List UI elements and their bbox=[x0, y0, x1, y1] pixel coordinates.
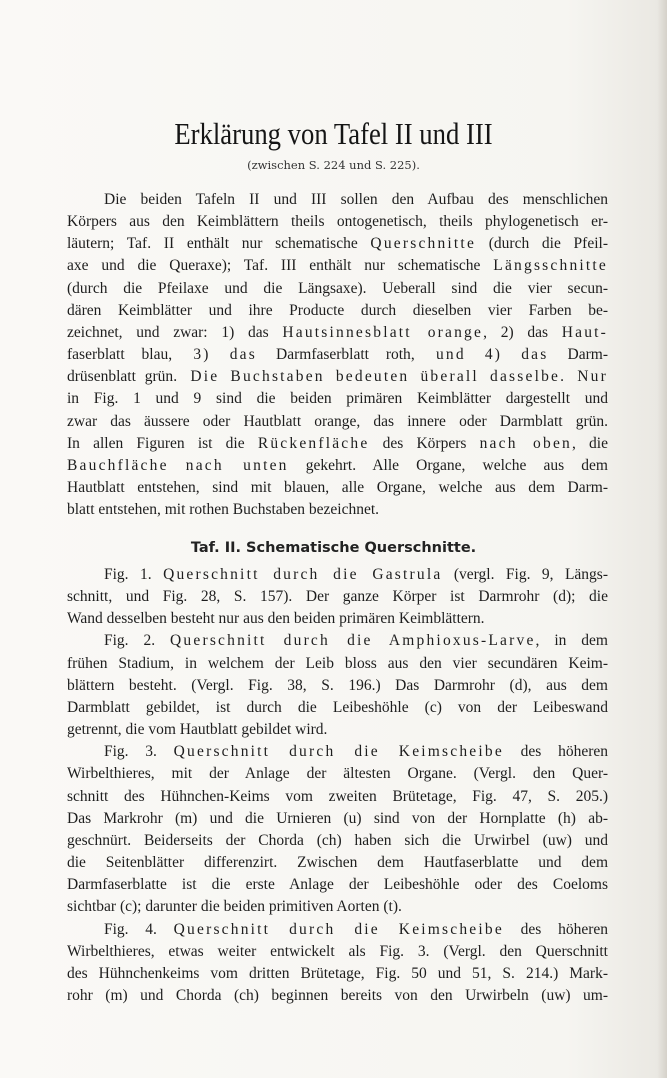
text-segment: schnitt, und Fig. 28, S. 157). Der ganze Körper ist Darmrohr (d); die bbox=[67, 588, 608, 606]
text-segment: in Fig. 1 und 9 sind die beiden primären Keimblätter dargestellt und bbox=[67, 390, 608, 408]
text-segment: , 2) das bbox=[483, 323, 562, 341]
text-line bbox=[67, 411, 608, 433]
spaced-text: Querschnitt durch die Gastrula bbox=[163, 566, 443, 583]
text-segment: Fig. 3. bbox=[104, 743, 174, 761]
text-segment: getrennt, die vom Hautblatt gebildet wird. bbox=[67, 721, 328, 739]
spaced-text: Bauchfläche bbox=[67, 456, 169, 474]
text-segment: geschnürt. Beiderseits der Chorda (ch) haben sich die Urwirbel (uw) und bbox=[67, 831, 608, 849]
text-line bbox=[67, 455, 608, 477]
text-segment: (durch die Pfeil- bbox=[476, 235, 608, 253]
text-segment: , in dem bbox=[535, 632, 608, 650]
page-title: Erklärung von Tafel II und III bbox=[174, 116, 493, 151]
spaced-text: Längsschnitte bbox=[493, 257, 608, 275]
text-segment: (durch die Pfeilaxe und die Längsaxe). Ueberall sind die vier secun- bbox=[67, 279, 608, 297]
text-segment: axe und die Queraxe); Taf. III enthält nur schematische bbox=[67, 257, 494, 275]
text-segment: des höheren bbox=[503, 920, 608, 938]
text-line bbox=[67, 278, 608, 300]
text-segment: Darmblatt gebildet, ist durch die Leibeshöhle (c) von der Leibeswand bbox=[67, 698, 608, 716]
text-segment: Die beiden Tafeln II und III sollen den Aufbau des menschlichen bbox=[104, 191, 608, 208]
text-segment: dären Keimblätter und ihre Producte durch dieselben vier Farben be- bbox=[67, 301, 608, 319]
text-line bbox=[67, 741, 608, 763]
text-line bbox=[67, 830, 608, 852]
spaced-text: Querschnitt durch die Keimscheibe bbox=[173, 743, 504, 761]
text-segment: blättern besteht. (Vergl. Fig. 38, S. 196.) Das Darmrohr (d), aus dem bbox=[67, 676, 608, 694]
text-line bbox=[67, 675, 608, 697]
text-line bbox=[67, 477, 608, 499]
spaced-text: Hautsinnesblatt orange bbox=[282, 323, 484, 341]
spaced-text: , und 4) das bbox=[410, 346, 568, 364]
text-line bbox=[67, 300, 608, 322]
text-segment: faserblatt blau bbox=[67, 346, 169, 364]
text-segment: die Seitenblätter differenzirt. Zwischen dem Hautfaserblatte und dem bbox=[67, 854, 608, 872]
text-line bbox=[67, 586, 608, 608]
text-line bbox=[67, 233, 608, 255]
text-segment: Körpers aus den Keimblättern theils ontogenetisch, theils phylogenetisch er- bbox=[67, 213, 608, 231]
text-line bbox=[67, 255, 608, 277]
text-line bbox=[67, 322, 608, 344]
text-line bbox=[67, 211, 608, 233]
text-segment: Darmfaserblatte ist die erste Anlage der Leibeshöhle oder des Coeloms bbox=[67, 876, 608, 894]
text-line bbox=[67, 874, 608, 896]
text-line bbox=[67, 366, 608, 388]
text-segment: Darm- bbox=[567, 346, 608, 364]
text-segment: (vergl. Fig. 9, Längs- bbox=[442, 566, 609, 583]
text-segment: gekehrt. Alle Organe, welche aus dem bbox=[288, 456, 608, 474]
spaced-text: Haut- bbox=[561, 323, 609, 341]
section-heading: Taf. II. Schematische Querschnitte. bbox=[190, 540, 477, 556]
text-segment: zwar das äussere oder Hautblatt orange, das innere oder Darmblatt grün. bbox=[67, 412, 608, 430]
text-line bbox=[67, 499, 608, 521]
spaced-text: , 3) das bbox=[168, 346, 277, 364]
text-line bbox=[67, 189, 608, 211]
text-line bbox=[67, 608, 608, 630]
text-line bbox=[67, 896, 608, 918]
text-segment: läutern; Taf. II enthält nur schematische bbox=[67, 235, 371, 253]
text-segment: Wand desselben besteht nur aus den beiden primären Keimblättern. bbox=[67, 610, 485, 628]
text-segment: Fig. 2. bbox=[104, 632, 171, 650]
text-line bbox=[67, 852, 608, 874]
text-segment: rohr (m) und Chorda (ch) beginnen bereits von den Urwirbeln (uw) um- bbox=[67, 986, 608, 1004]
text-segment: drüsenblatt grün bbox=[67, 368, 174, 386]
text-line bbox=[67, 985, 608, 1007]
text-segment: Fig. 4. bbox=[104, 920, 174, 938]
intro-paragraph bbox=[67, 189, 608, 521]
spaced-text: Querschnitte bbox=[370, 235, 477, 253]
page-subtitle: (zwischen S. 224 und S. 225). bbox=[247, 158, 420, 172]
spaced-text: nach oben bbox=[479, 434, 572, 452]
text-line bbox=[67, 941, 608, 963]
text-segment: schnitt des Hühnchen-Keims vom zweiten Brütetage, Fig. 47, S. 205.) bbox=[67, 787, 608, 805]
spaced-text: Rückenfläche bbox=[257, 434, 370, 452]
text-segment: , die bbox=[571, 434, 608, 452]
text-line bbox=[67, 786, 608, 808]
text-line bbox=[67, 433, 608, 455]
spaced-text: Querschnitt durch die Amphioxus-Larve bbox=[170, 632, 536, 650]
text-line bbox=[67, 564, 608, 586]
spaced-text: . Die Buchstaben bedeuten überall dasselbe. Nur bbox=[173, 368, 608, 386]
text-line bbox=[67, 388, 608, 410]
text-segment: Wirbelthieres, mit der Anlage der ältesten Organe. (Vergl. den Quer- bbox=[67, 765, 608, 783]
text-segment bbox=[169, 457, 186, 474]
text-segment: Wirbelthieres, etwas weiter entwickelt als Fig. 3. (Vergl. den Querschnitt bbox=[67, 942, 608, 960]
spaced-text: nach unten bbox=[185, 456, 289, 474]
text-line bbox=[67, 630, 608, 652]
spaced-text: Querschnitt durch die Keimscheibe bbox=[173, 920, 504, 938]
text-line bbox=[67, 808, 608, 830]
text-line bbox=[67, 963, 608, 985]
text-segment: Hautblatt entstehen, sind mit blauen, alle Organe, welche aus dem Darm- bbox=[67, 479, 608, 497]
text-segment: Darmfaserblatt roth bbox=[276, 346, 411, 364]
text-line bbox=[67, 919, 608, 941]
text-segment: des Hühnchenkeims vom dritten Brütetage, Fig. 50 und 51, S. 214.) Mark- bbox=[67, 964, 608, 982]
text-segment: sichtbar (c); darunter die beiden primitiven Aorten (t). bbox=[67, 898, 402, 916]
text-line bbox=[67, 719, 608, 741]
text-line bbox=[67, 653, 608, 675]
page-edge-shadow bbox=[657, 0, 667, 1078]
text-segment: In allen Figuren ist die bbox=[67, 434, 258, 452]
text-line bbox=[67, 763, 608, 785]
text-segment: des Körpers bbox=[369, 434, 480, 452]
text-segment: blatt entstehen, mit rothen Buchstaben bezeichnet. bbox=[67, 501, 380, 519]
text-segment: des höheren bbox=[503, 743, 608, 761]
text-segment: zeichnet, und zwar: 1) das bbox=[67, 323, 283, 341]
text-segment: Das Markrohr (m) und die Urnieren (u) sind von der Hornplatte (h) ab- bbox=[67, 809, 608, 827]
text-line bbox=[67, 344, 608, 366]
text-segment: Fig. 1. bbox=[104, 566, 164, 583]
text-segment: frühen Stadium, in welchem der Leib bloss aus den vier secundären Keim- bbox=[67, 654, 608, 672]
text-line bbox=[67, 697, 608, 719]
figure-explanations bbox=[67, 564, 608, 1007]
